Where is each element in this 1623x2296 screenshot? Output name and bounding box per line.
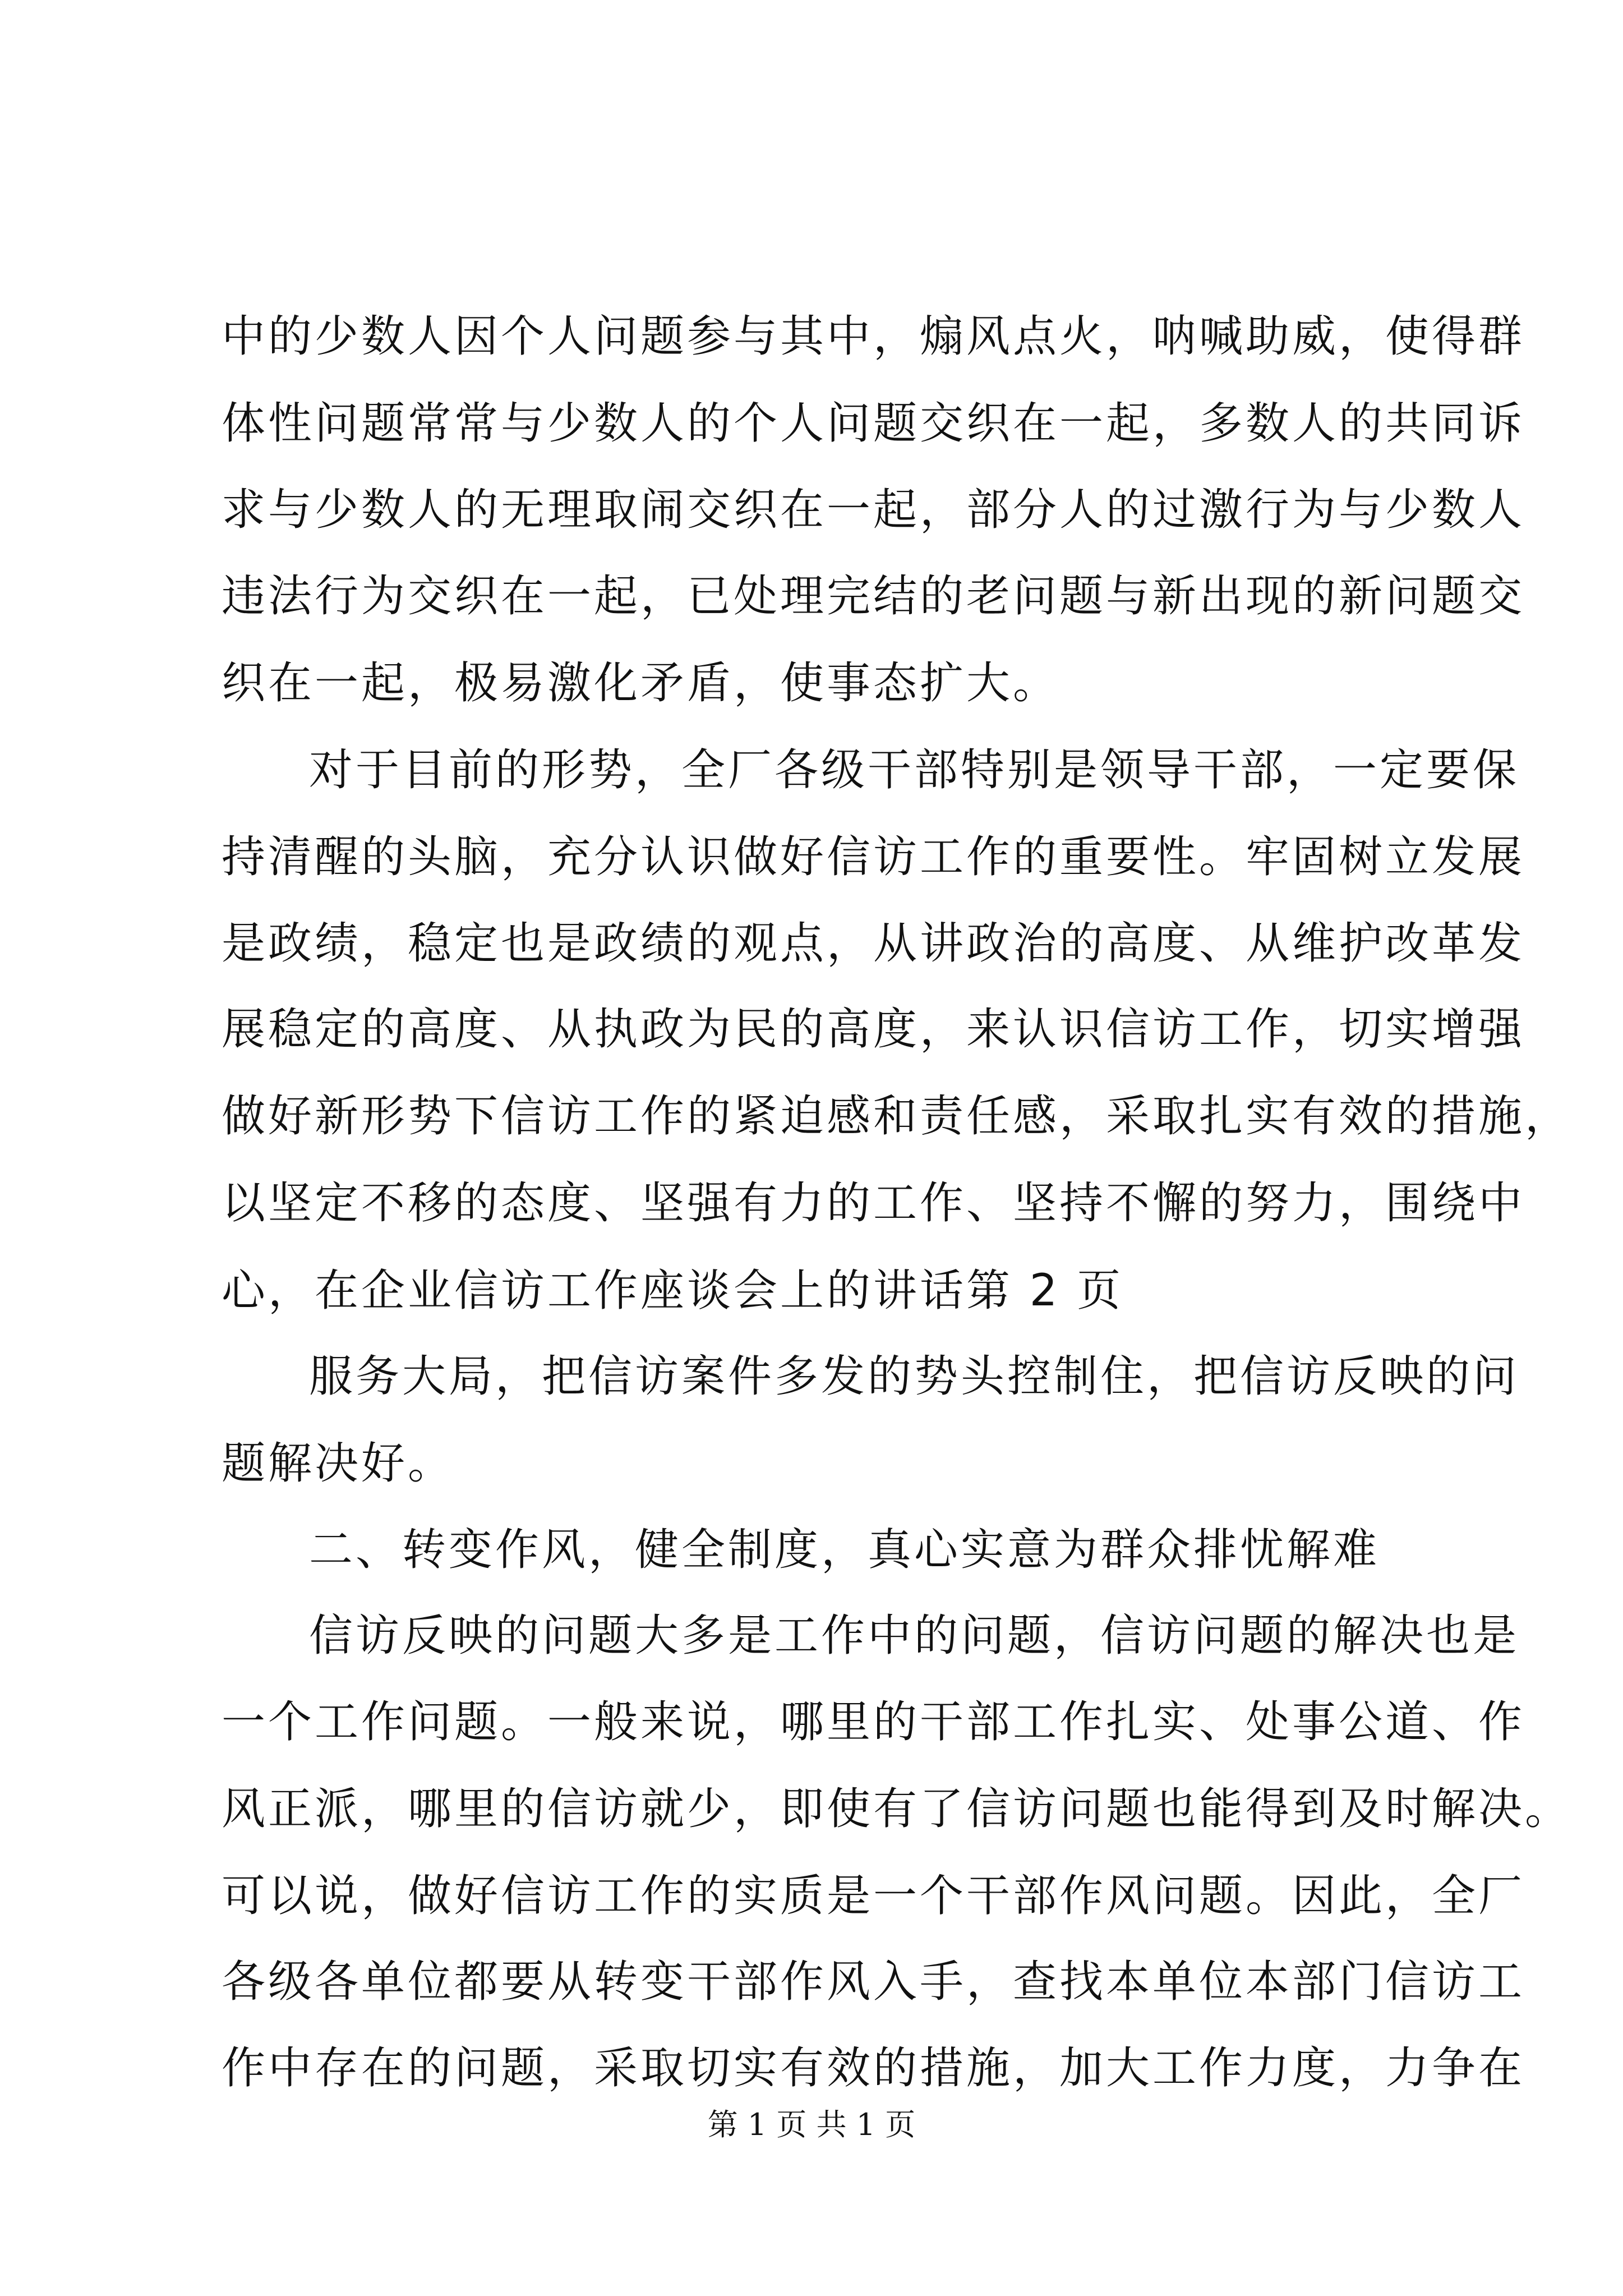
section-heading: 二、转变作风，健全制度，真心实意为群众排忧解难 bbox=[309, 1525, 1380, 1575]
paragraph-line: 作中存在的问题，采取切实有效的措施，加大工作力度，力争在 bbox=[222, 2043, 1525, 2093]
paragraph-line: 做好新形势下信访工作的紧迫感和责任感，采取扎实有效的措施， bbox=[222, 1091, 1572, 1142]
paragraph-line: 心，在企业信访工作座谈会上的讲话第 2 页 bbox=[222, 1266, 1124, 1316]
paragraph-line: 风正派，哪里的信访就少，即使有了信访问题也能得到及时解决。 bbox=[222, 1784, 1572, 1834]
paragraph-line: 中的少数人因个人问题参与其中，煽风点火，呐喊助威，使得群 bbox=[222, 311, 1525, 362]
paragraph-line: 题解决好。 bbox=[222, 1438, 455, 1489]
paragraph-line: 各级各单位都要从转变干部作风入手，查找本单位本部门信访工 bbox=[222, 1957, 1525, 2007]
paragraph-line: 体性问题常常与少数人的个人问题交织在一起，多数人的共同诉 bbox=[222, 398, 1525, 449]
paragraph-line: 一个工作问题。一般来说，哪里的干部工作扎实、处事公道、作 bbox=[222, 1697, 1525, 1747]
paragraph-line: 展稳定的高度、从执政为民的高度，来认识信访工作，切实增强 bbox=[222, 1004, 1525, 1055]
paragraph-line: 持清醒的头脑，充分认识做好信访工作的重要性。牢固树立发展 bbox=[222, 832, 1525, 882]
paragraph-line: 信访反映的问题大多是工作中的问题，信访问题的解决也是 bbox=[309, 1611, 1520, 1661]
paragraph-line: 对于目前的形势，全厂各级干部特别是领导干部，一定要保 bbox=[309, 745, 1520, 795]
paragraph-line: 以坚定不移的态度、坚强有力的工作、坚持不懈的努力，围绕中 bbox=[222, 1178, 1525, 1228]
paragraph-line: 求与少数人的无理取闹交织在一起，部分人的过激行为与少数人 bbox=[222, 485, 1525, 535]
paragraph-line: 可以说，做好信访工作的实质是一个干部作风问题。因此，全厂 bbox=[222, 1871, 1525, 1921]
page-footer: 第 1 页 共 1 页 bbox=[707, 2107, 916, 2142]
paragraph-line: 违法行为交织在一起，已处理完结的老问题与新出现的新问题交 bbox=[222, 571, 1525, 622]
paragraph-line: 织在一起，极易激化矛盾，使事态扩大。 bbox=[222, 658, 1060, 708]
paragraph-line: 服务大局，把信访案件多发的势头控制住，把信访反映的问 bbox=[309, 1351, 1520, 1402]
paragraph-line: 是政绩，稳定也是政绩的观点，从讲政治的高度、从维护改革发 bbox=[222, 918, 1525, 969]
